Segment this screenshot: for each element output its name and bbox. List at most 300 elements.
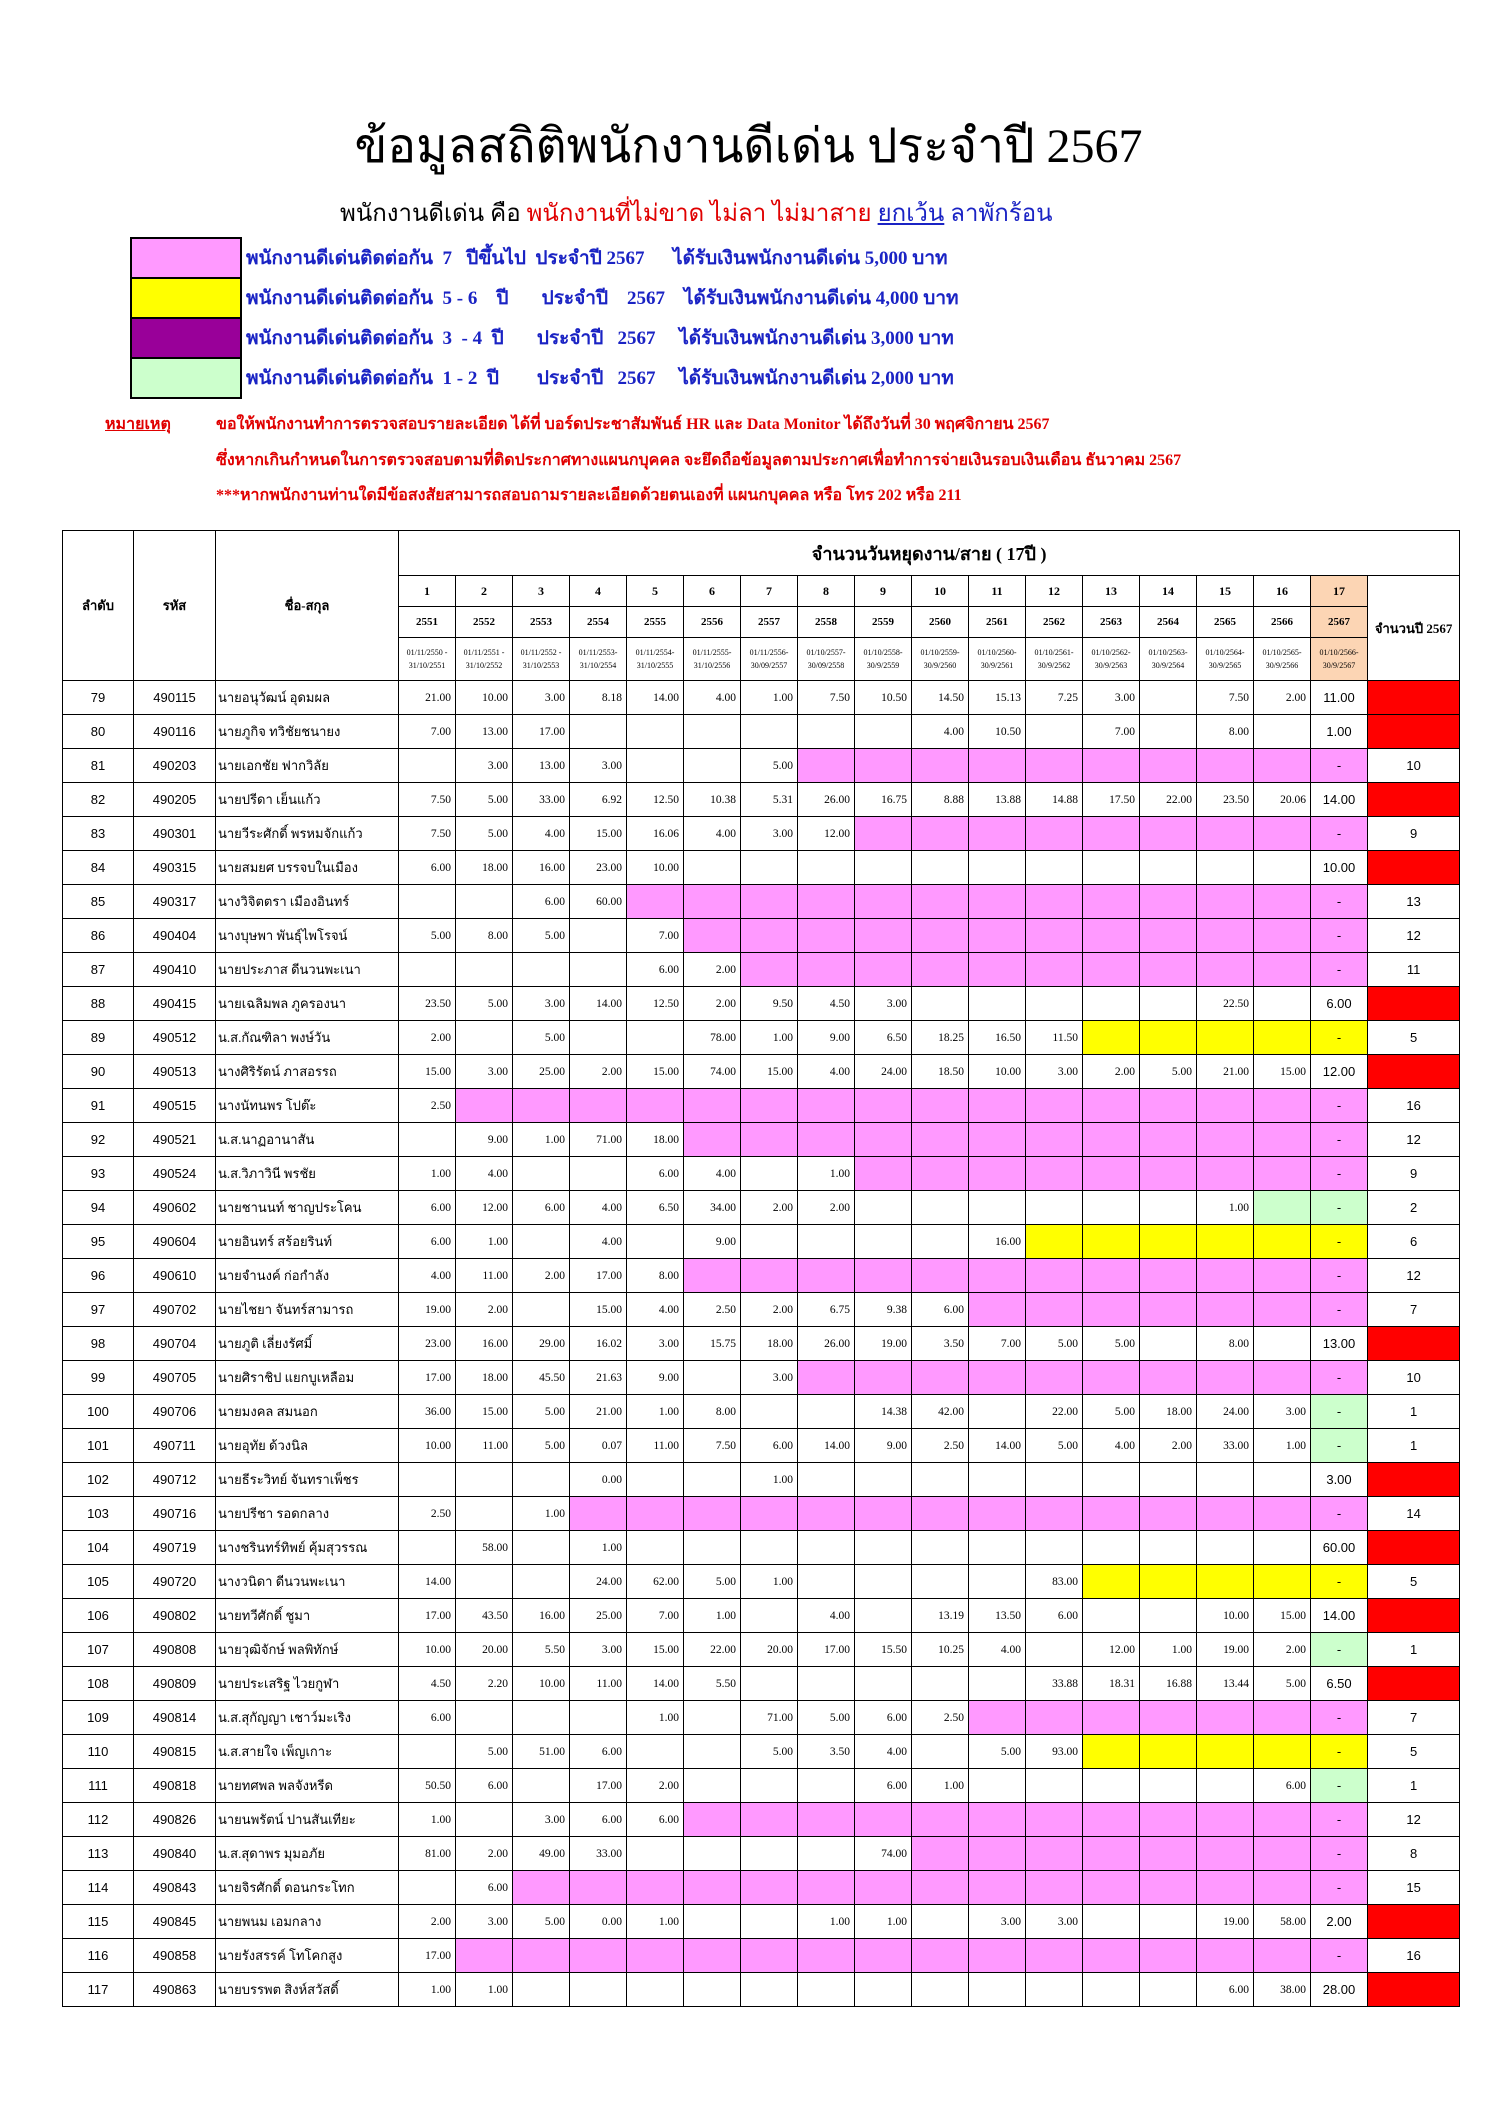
cell-year-2554 [570,1973,627,2007]
col-year-header: 2554 [570,607,627,638]
cell-year-2567: 28.00 [1311,1973,1368,2007]
cell-year-2551: 17.00 [399,1599,456,1633]
cell-year-2554: 11.00 [570,1667,627,1701]
cell-year-2554 [570,919,627,953]
cell-year-2555 [627,1531,684,1565]
cell-year-2566 [1254,1497,1311,1531]
row-name: นายศิราชิป แยกบูเหลือม [216,1361,399,1395]
row-total: 11 [1368,953,1460,987]
cell-year-2565 [1197,1361,1254,1395]
cell-year-2556 [684,1905,741,1939]
cell-year-2555 [627,1089,684,1123]
row-code: 490116 [134,715,216,749]
cell-year-2567: - [1311,1497,1368,1531]
cell-year-2558: 1.00 [798,1905,855,1939]
cell-year-2558: 5.00 [798,1701,855,1735]
cell-year-2562 [1026,953,1083,987]
cell-year-2554: 0.00 [570,1905,627,1939]
row-name: น.ส.นาฏอานาสัน [216,1123,399,1157]
col-year-header: 2563 [1083,607,1140,638]
row-order: 82 [63,783,134,817]
cell-year-2558: 2.00 [798,1191,855,1225]
cell-year-2553: 5.00 [513,1395,570,1429]
row-total [1368,1973,1460,2007]
cell-year-2555: 6.00 [627,1157,684,1191]
cell-year-2554: 25.00 [570,1599,627,1633]
cell-year-2553: 4.00 [513,817,570,851]
row-order: 87 [63,953,134,987]
cell-year-2557 [741,885,798,919]
cell-year-2551: 7.50 [399,783,456,817]
cell-year-2557 [741,919,798,953]
table-row [63,1497,1460,1531]
cell-year-2560 [912,1463,969,1497]
cell-year-2564 [1140,681,1197,715]
cell-year-2552: 16.00 [456,1327,513,1361]
row-name: น.ส.สุกัญญา เชาว์มะเริง [216,1701,399,1735]
row-name: นายเฉลิมพล ภูครองนา [216,987,399,1021]
cell-year-2553: 5.00 [513,919,570,953]
col-year-header: 2558 [798,607,855,638]
row-order: 98 [63,1327,134,1361]
cell-year-2553: 33.00 [513,783,570,817]
row-code: 490404 [134,919,216,953]
table-row [63,1803,1460,1837]
cell-year-2555: 6.00 [627,953,684,987]
cell-year-2565: 23.50 [1197,783,1254,817]
cell-year-2559 [855,749,912,783]
cell-year-2564: 22.00 [1140,783,1197,817]
cell-year-2554: 8.18 [570,681,627,715]
cell-year-2558: 9.00 [798,1021,855,1055]
row-total: 2 [1368,1191,1460,1225]
cell-year-2563 [1083,1939,1140,1973]
row-total [1368,851,1460,885]
row-total: 1 [1368,1395,1460,1429]
cell-year-2563: 2.00 [1083,1055,1140,1089]
cell-year-2560 [912,987,969,1021]
row-code: 490712 [134,1463,216,1497]
cell-year-2556 [684,1089,741,1123]
table-row [63,1735,1460,1769]
cell-year-2564 [1140,1191,1197,1225]
cell-year-2562: 3.00 [1026,1055,1083,1089]
cell-year-2561: 10.00 [969,1055,1026,1089]
row-name: นางนัทนพร โปต๊ะ [216,1089,399,1123]
cell-year-2566 [1254,715,1311,749]
cell-year-2555: 14.00 [627,1667,684,1701]
cell-year-2567: - [1311,1191,1368,1225]
cell-year-2555 [627,1973,684,2007]
row-order: 112 [63,1803,134,1837]
cell-year-2553: 29.00 [513,1327,570,1361]
cell-year-2553 [513,1531,570,1565]
cell-year-2552: 18.00 [456,851,513,885]
cell-year-2560 [912,1123,969,1157]
note-line-2: ซึ่งหากเกินกำหนดในการตรวจสอบตามที่ติดประกาศทางแผนกบุคคล จะยึดถือข้อมูลตามประกาศเพื่อทำการจ่ายเงินรอบเงินเดือน ธันวาคม 2567 [216,452,1182,469]
row-code: 490115 [134,681,216,715]
table-row [63,1701,1460,1735]
cell-year-2564 [1140,1871,1197,1905]
cell-year-2561 [969,987,1026,1021]
cell-year-2554: 21.00 [570,1395,627,1429]
cell-year-2564: 1.00 [1140,1633,1197,1667]
row-total: 7 [1368,1293,1460,1327]
cell-year-2563 [1083,1905,1140,1939]
cell-year-2553 [513,1701,570,1735]
cell-year-2562: 6.00 [1026,1599,1083,1633]
cell-year-2567: - [1311,1735,1368,1769]
cell-year-2566: 3.00 [1254,1395,1311,1429]
cell-year-2567: - [1311,1633,1368,1667]
cell-year-2555: 7.00 [627,919,684,953]
cell-year-2556: 5.00 [684,1565,741,1599]
cell-year-2557 [741,1667,798,1701]
cell-year-2559 [855,1939,912,1973]
cell-year-2552: 2.00 [456,1837,513,1871]
cell-year-2561 [969,1803,1026,1837]
table-row [63,987,1460,1021]
cell-year-2554 [570,1157,627,1191]
cell-year-2558: 17.00 [798,1633,855,1667]
cell-year-2566 [1254,1327,1311,1361]
cell-year-2551: 1.00 [399,1973,456,2007]
cell-year-2563 [1083,1973,1140,2007]
row-order: 111 [63,1769,134,1803]
cell-year-2564 [1140,1769,1197,1803]
cell-year-2559: 6.00 [855,1769,912,1803]
row-total: 16 [1368,1939,1460,1973]
cell-year-2555 [627,1837,684,1871]
row-total [1368,1905,1460,1939]
cell-year-2566 [1254,1565,1311,1599]
cell-year-2561 [969,1701,1026,1735]
cell-year-2555 [627,715,684,749]
table-row [63,715,1460,749]
cell-year-2567: - [1311,1123,1368,1157]
cell-year-2558 [798,1973,855,2007]
cell-year-2558 [798,1259,855,1293]
row-total: 6 [1368,1225,1460,1259]
cell-year-2554 [570,1021,627,1055]
table-row [63,953,1460,987]
cell-year-2566 [1254,1463,1311,1497]
cell-year-2557: 2.00 [741,1191,798,1225]
cell-year-2551: 23.00 [399,1327,456,1361]
cell-year-2563 [1083,1157,1140,1191]
cell-year-2564: 18.00 [1140,1395,1197,1429]
row-code: 490515 [134,1089,216,1123]
cell-year-2552 [456,953,513,987]
legend-text: พนักงานดีเด่นติดต่อกัน 3 - 4 ปี ประจำปี 2567 ได้รับเงินพนักงานดีเด่น 3,000 บาท [246,328,954,349]
cell-year-2556 [684,1361,741,1395]
row-name: น.ส.วิภาวินี พรชัย [216,1157,399,1191]
cell-year-2567: - [1311,953,1368,987]
row-total: 15 [1368,1871,1460,1905]
cell-year-2566 [1254,1157,1311,1191]
col-year-header: 2567 [1311,607,1368,638]
cell-year-2562: 14.88 [1026,783,1083,817]
row-order: 106 [63,1599,134,1633]
cell-year-2560 [912,749,969,783]
cell-year-2564 [1140,987,1197,1021]
cell-year-2565 [1197,1021,1254,1055]
row-order: 110 [63,1735,134,1769]
cell-year-2563 [1083,1225,1140,1259]
cell-year-2554 [570,1497,627,1531]
cell-year-2563: 7.00 [1083,715,1140,749]
cell-year-2561 [969,1157,1026,1191]
cell-year-2556: 74.00 [684,1055,741,1089]
cell-year-2553: 6.00 [513,885,570,919]
row-total: 5 [1368,1021,1460,1055]
cell-year-2552 [456,1939,513,1973]
row-code: 490415 [134,987,216,1021]
col-index-header: 6 [684,576,741,607]
row-total [1368,715,1460,749]
col-range-header: 01/11/2555- 31/10/2556 [684,638,741,681]
cell-year-2559 [855,1089,912,1123]
row-order: 80 [63,715,134,749]
row-code: 490858 [134,1939,216,1973]
cell-year-2557 [741,1157,798,1191]
cell-year-2566 [1254,1259,1311,1293]
cell-year-2563 [1083,919,1140,953]
cell-year-2559 [855,851,912,885]
col-index-header: 17 [1311,576,1368,607]
col-index-header: 4 [570,576,627,607]
cell-year-2559 [855,1361,912,1395]
cell-year-2551 [399,1735,456,1769]
cell-year-2563 [1083,1361,1140,1395]
table-row [63,1973,1460,2007]
cell-year-2554: 33.00 [570,1837,627,1871]
cell-year-2565: 10.00 [1197,1599,1254,1633]
cell-year-2555 [627,1225,684,1259]
cell-year-2561: 16.00 [969,1225,1026,1259]
cell-year-2561 [969,1871,1026,1905]
cell-year-2551 [399,1871,456,1905]
cell-year-2564 [1140,1701,1197,1735]
cell-year-2567: - [1311,1259,1368,1293]
cell-year-2560 [912,1735,969,1769]
row-total: 1 [1368,1633,1460,1667]
cell-year-2552: 4.00 [456,1157,513,1191]
cell-year-2556 [684,919,741,953]
cell-year-2566 [1254,1361,1311,1395]
row-name: นายปรีดา เย็นแก้ว [216,783,399,817]
row-order: 117 [63,1973,134,2007]
cell-year-2552: 3.00 [456,1905,513,1939]
cell-year-2565 [1197,1565,1254,1599]
col-index-header: 1 [399,576,456,607]
cell-year-2554: 4.00 [570,1225,627,1259]
row-total [1368,1463,1460,1497]
cell-year-2553: 5.50 [513,1633,570,1667]
row-order: 114 [63,1871,134,1905]
row-name: น.ส.สายใจ เพ็ญเกาะ [216,1735,399,1769]
row-total [1368,987,1460,1021]
cell-year-2558 [798,1837,855,1871]
row-total: 13 [1368,885,1460,919]
legend-text: พนักงานดีเด่นติดต่อกัน 5 - 6 ปี ประจำปี 2567 ได้รับเงินพนักงานดีเด่น 4,000 บาท [246,288,959,309]
cell-year-2558: 26.00 [798,1327,855,1361]
cell-year-2553 [513,1565,570,1599]
cell-year-2552 [456,885,513,919]
cell-year-2561 [969,953,1026,987]
cell-year-2551: 10.00 [399,1429,456,1463]
cell-year-2565 [1197,885,1254,919]
cell-year-2562 [1026,1497,1083,1531]
cell-year-2562 [1026,1157,1083,1191]
row-total: 14 [1368,1497,1460,1531]
col-year-header: 2562 [1026,607,1083,638]
cell-year-2553 [513,1463,570,1497]
cell-year-2558 [798,919,855,953]
cell-year-2560: 14.50 [912,681,969,715]
row-order: 108 [63,1667,134,1701]
cell-year-2563 [1083,1701,1140,1735]
row-name: นายทศพล พลจังหรีด [216,1769,399,1803]
cell-year-2567: 6.00 [1311,987,1368,1021]
row-total [1368,1667,1460,1701]
cell-year-2555 [627,1463,684,1497]
cell-year-2561 [969,1191,1026,1225]
table-row [63,1463,1460,1497]
cell-year-2565 [1197,1803,1254,1837]
cell-year-2552: 13.00 [456,715,513,749]
row-code: 490720 [134,1565,216,1599]
row-code: 490716 [134,1497,216,1531]
cell-year-2564 [1140,715,1197,749]
row-order: 99 [63,1361,134,1395]
cell-year-2553: 2.00 [513,1259,570,1293]
row-code: 490814 [134,1701,216,1735]
cell-year-2558: 4.00 [798,1599,855,1633]
cell-year-2564 [1140,1089,1197,1123]
cell-year-2551: 1.00 [399,1157,456,1191]
legend-swatch-pink [131,238,241,278]
cell-year-2557: 2.00 [741,1293,798,1327]
cell-year-2557 [741,851,798,885]
cell-year-2556 [684,1939,741,1973]
cell-year-2565: 19.00 [1197,1905,1254,1939]
table-row [63,1837,1460,1871]
cell-year-2563 [1083,1191,1140,1225]
row-order: 113 [63,1837,134,1871]
cell-year-2562 [1026,1361,1083,1395]
cell-year-2560 [912,1905,969,1939]
cell-year-2565 [1197,1701,1254,1735]
col-year-header: 2557 [741,607,798,638]
cell-year-2558 [798,1225,855,1259]
legend-text: พนักงานดีเด่นติดต่อกัน 1 - 2 ปี ประจำปี 2567 ได้รับเงินพนักงานดีเด่น 2,000 บาท [246,368,954,389]
cell-year-2567: - [1311,1225,1368,1259]
cell-year-2556 [684,1497,741,1531]
cell-year-2551 [399,749,456,783]
cell-year-2559 [855,1157,912,1191]
row-code: 490840 [134,1837,216,1871]
cell-year-2566: 20.06 [1254,783,1311,817]
cell-year-2566 [1254,1123,1311,1157]
cell-year-2562 [1026,1463,1083,1497]
cell-year-2560 [912,1259,969,1293]
cell-year-2559: 6.50 [855,1021,912,1055]
cell-year-2552: 15.00 [456,1395,513,1429]
col-year-header: 2560 [912,607,969,638]
cell-year-2562: 11.50 [1026,1021,1083,1055]
row-code: 490802 [134,1599,216,1633]
row-order: 107 [63,1633,134,1667]
cell-year-2558: 4.50 [798,987,855,1021]
cell-year-2565 [1197,851,1254,885]
row-code: 490513 [134,1055,216,1089]
table-row [63,1157,1460,1191]
row-order: 84 [63,851,134,885]
cell-year-2552: 3.00 [456,749,513,783]
cell-year-2563 [1083,953,1140,987]
table-row [63,919,1460,953]
col-index-header: 2 [456,576,513,607]
cell-year-2563: 12.00 [1083,1633,1140,1667]
col-year-header: 2553 [513,607,570,638]
cell-year-2558 [798,1123,855,1157]
cell-year-2565 [1197,749,1254,783]
legend [130,237,961,399]
row-order: 115 [63,1905,134,1939]
cell-year-2564 [1140,1735,1197,1769]
row-order: 91 [63,1089,134,1123]
cell-year-2555: 12.50 [627,783,684,817]
cell-year-2551: 7.00 [399,715,456,749]
cell-year-2559 [855,1259,912,1293]
col-range-header: 01/10/2562- 30/9/2563 [1083,638,1140,681]
cell-year-2557: 18.00 [741,1327,798,1361]
cell-year-2567: 6.50 [1311,1667,1368,1701]
cell-year-2567: - [1311,1701,1368,1735]
cell-year-2558 [798,1803,855,1837]
cell-year-2556 [684,1701,741,1735]
legend-row [131,238,960,278]
row-order: 101 [63,1429,134,1463]
cell-year-2552 [456,1463,513,1497]
row-name: นายประภาส ดีนวนพะเนา [216,953,399,987]
cell-year-2563 [1083,1293,1140,1327]
cell-year-2565: 8.00 [1197,1327,1254,1361]
cell-year-2552: 18.00 [456,1361,513,1395]
cell-year-2562: 83.00 [1026,1565,1083,1599]
cell-year-2553: 16.00 [513,851,570,885]
cell-year-2553 [513,1157,570,1191]
cell-year-2554: 60.00 [570,885,627,919]
cell-year-2566 [1254,919,1311,953]
cell-year-2562 [1026,1939,1083,1973]
cell-year-2558 [798,1565,855,1599]
cell-year-2561 [969,1531,1026,1565]
row-order: 81 [63,749,134,783]
cell-year-2564 [1140,1803,1197,1837]
cell-year-2567: - [1311,885,1368,919]
row-code: 490610 [134,1259,216,1293]
row-code: 490808 [134,1633,216,1667]
cell-year-2552: 1.00 [456,1973,513,2007]
row-total: 10 [1368,749,1460,783]
cell-year-2565 [1197,1837,1254,1871]
col-year-header: 2552 [456,607,513,638]
cell-year-2552: 43.50 [456,1599,513,1633]
cell-year-2552: 8.00 [456,919,513,953]
cell-year-2554: 14.00 [570,987,627,1021]
